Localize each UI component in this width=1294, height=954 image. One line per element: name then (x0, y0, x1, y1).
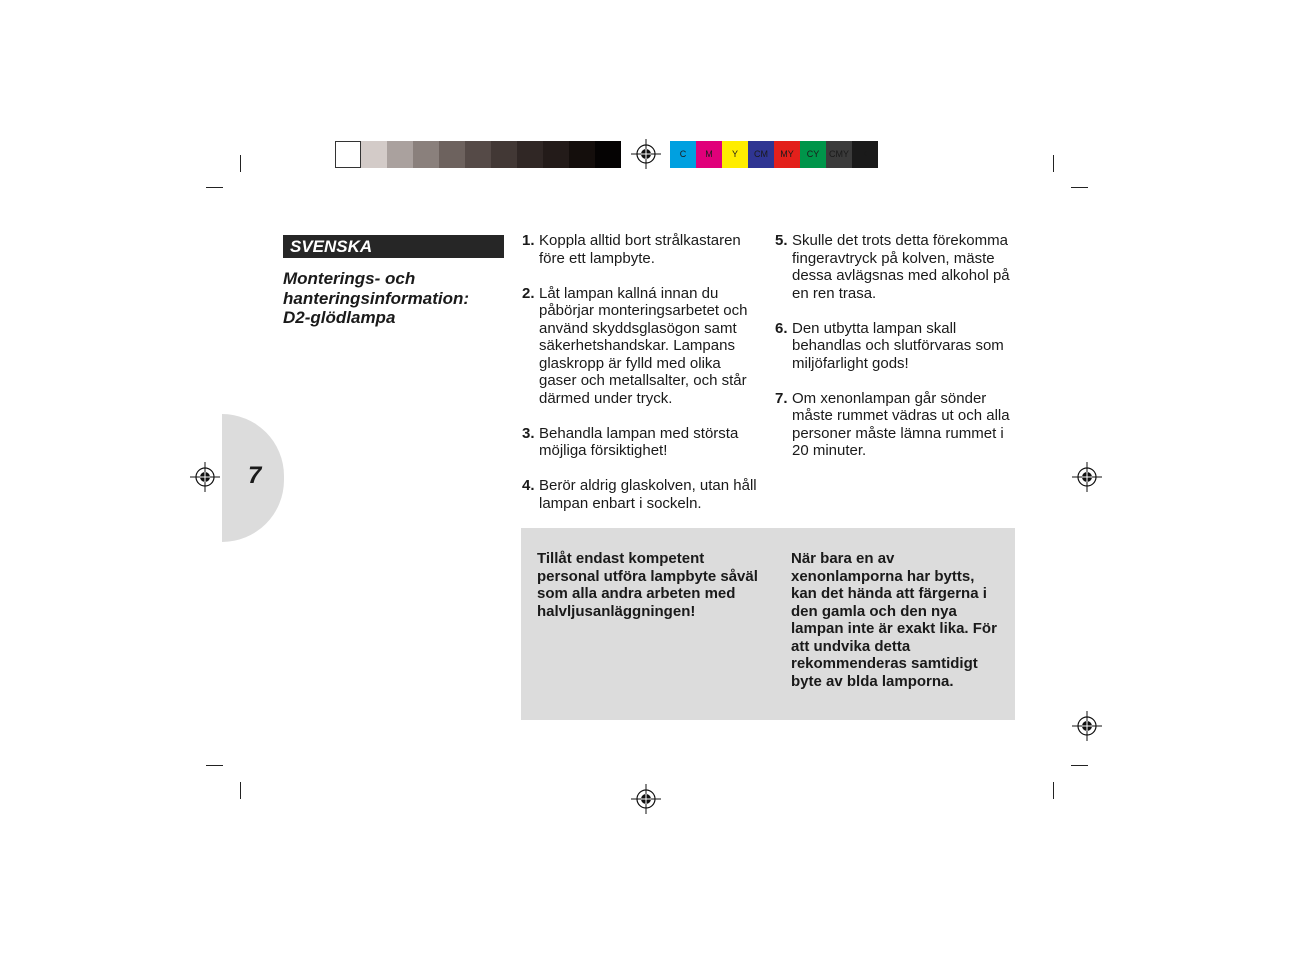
note-left-text: Tillåt endast kompetent personal utföra lampbyte såväl som alla andra arbeten med halvljusanläggningen! (537, 550, 758, 620)
color-swatch-c: C (670, 141, 696, 168)
item-text: Berör aldrig glaskolven, utan håll lampan enbart i sockeln. (539, 477, 757, 512)
crop-mark (1071, 765, 1088, 766)
item-text: Skulle det trots detta förekomma fingeravtryck på kolven, mäste dessa avlägsnas med alkohol på en ren trasa. (792, 232, 1010, 302)
gray-swatch (491, 141, 517, 168)
color-swatch-k: K (852, 141, 878, 168)
item-number: 5. (775, 232, 788, 249)
title-line: D2-glödlampa (283, 308, 396, 327)
list-item (775, 390, 1020, 460)
crop-mark (1053, 782, 1054, 799)
item-text: Behandla lampan med största möjliga försiktighet! (539, 424, 739, 459)
color-swatch-m: M (696, 141, 722, 168)
color-control-bar (670, 141, 878, 168)
item-number: 6. (775, 319, 788, 337)
item-text: Låt lampan kallná innan du påbörjar monteringsarbetet och använd skyddsglasögon samt säkerhetshandskar. Lampans glaskropp är fylld med olika gaser och metallsalter, och står därmed under tryck. (539, 284, 748, 407)
list-item (775, 320, 1020, 373)
gray-swatch (335, 141, 361, 168)
title-line: hanteringsinformation: (283, 288, 470, 308)
registration-mark-icon (631, 784, 661, 814)
registration-mark-icon (631, 139, 661, 169)
item-text: Koppla alltid bort strålkastaren före ett lampbyte. (539, 232, 741, 267)
crop-mark (206, 765, 223, 766)
item-number: 4. (522, 477, 535, 494)
gray-swatch (465, 141, 491, 168)
note-right-text: När bara en av xenonlamporna har bytts, kan det hända att färgerna i den gamla och den nya lampan inte är exakt lika. För att undvika detta rekommenderas samtidigt byte av blda lamporna. (791, 550, 997, 690)
list-item (522, 232, 762, 267)
color-swatch-cy: CY (800, 141, 826, 168)
gray-swatch (361, 141, 387, 168)
gray-swatch (439, 141, 465, 168)
page-number: 7 (248, 462, 262, 489)
color-swatch-cm: CM (748, 141, 774, 168)
list-item (522, 285, 762, 408)
crop-mark (1071, 187, 1088, 188)
gray-swatch (595, 141, 621, 168)
grayscale-bar (335, 141, 621, 168)
gray-swatch (569, 141, 595, 168)
color-swatch-cmy: CMY (826, 141, 852, 168)
list-item (522, 477, 762, 512)
list-item (522, 425, 762, 460)
gray-swatch (387, 141, 413, 168)
registration-mark-icon (1072, 462, 1102, 492)
crop-mark (240, 782, 241, 799)
crop-mark (206, 187, 223, 188)
instruction-list-right (775, 232, 1020, 477)
registration-mark-icon (190, 462, 220, 492)
color-swatch-y: Y (722, 141, 748, 168)
gray-swatch (517, 141, 543, 168)
language-header: SVENSKA (283, 235, 504, 258)
gray-swatch (543, 141, 569, 168)
list-item (775, 232, 1020, 302)
registration-mark-icon (1072, 711, 1102, 741)
item-text: Om xenonlampan går sönder måste rummet vädras ut och alla personer måste lämna rummet i 20 minuter. (792, 389, 1010, 459)
instruction-list-left (522, 232, 762, 530)
crop-mark (1053, 155, 1054, 172)
gray-swatch (413, 141, 439, 168)
crop-mark (240, 155, 241, 172)
color-swatch-my: MY (774, 141, 800, 168)
item-number: 7. (775, 389, 788, 407)
title-line: Monterings- och (283, 269, 416, 288)
item-number: 1. (522, 232, 535, 249)
item-text: Den utbytta lampan skall behandlas och slutförvaras som miljöfarlight gods! (792, 319, 1004, 372)
item-number: 2. (522, 284, 535, 302)
page-title (283, 269, 508, 328)
item-number: 3. (522, 424, 535, 442)
